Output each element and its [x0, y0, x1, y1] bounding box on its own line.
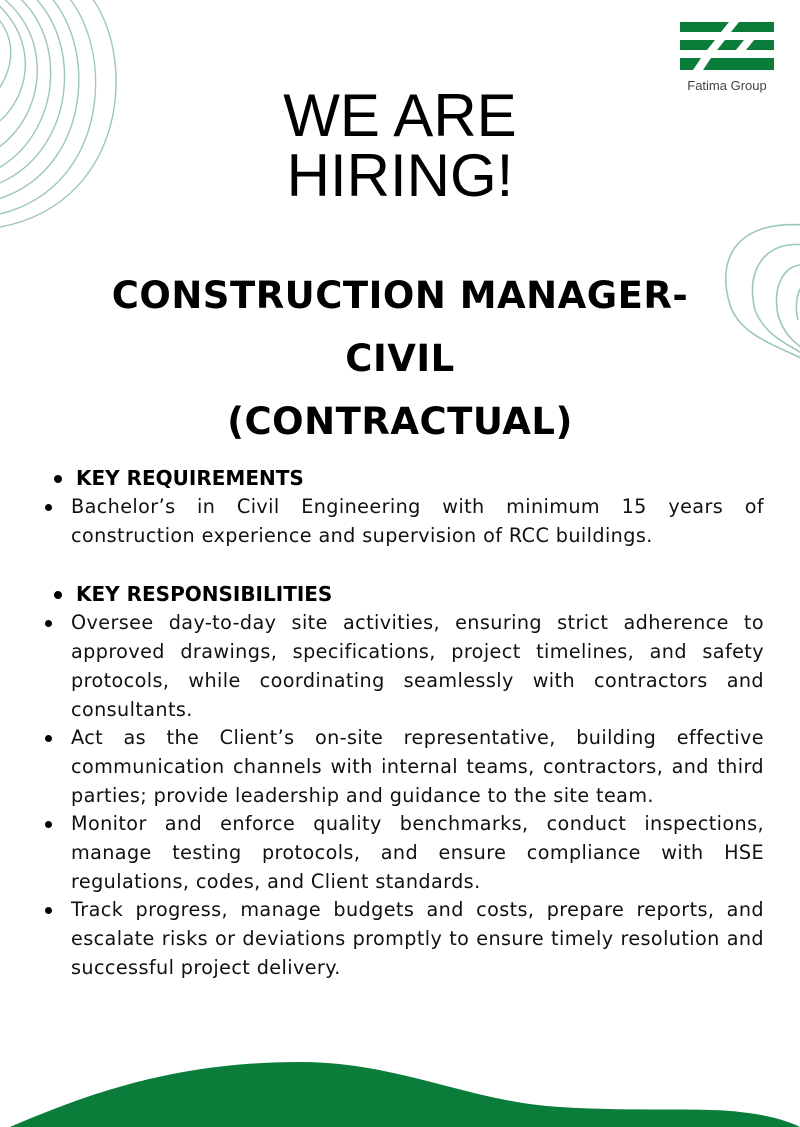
headline-line-1: WE ARE [283, 82, 517, 149]
fatima-group-logo-icon [677, 18, 777, 76]
list-item: Monitor and enforce quality benchmarks, conduct inspections, manage testing protocols, and ensure compliance with HSE regulations, codes, and Client standards. [42, 810, 764, 896]
list-item: Track progress, manage budgets and costs, prepare reports, and escalate risks or deviations promptly to ensure timely resolution and successful project delivery. [42, 896, 764, 982]
logo-text: Fatima Group [687, 78, 767, 93]
list-item: Oversee day-to-day site activities, ensuring strict adherence to approved drawings, specifications, project timelines, and safety protocols, while coordinating seamlessly with contractors and consultants. [42, 609, 764, 724]
requirements-list [42, 493, 764, 550]
job-title-line-3: (CONTRACTUAL) [227, 400, 573, 443]
section-heading-responsibilities: KEY RESPONSIBILITIES [42, 580, 764, 609]
responsibilities-list [42, 609, 764, 982]
job-title [0, 264, 800, 453]
job-title-line-2: CIVIL [345, 337, 455, 380]
headline-line-2: HIRING! [286, 142, 514, 209]
job-title-line-1: CONSTRUCTION MANAGER- [111, 274, 689, 317]
section-heading-requirements: KEY REQUIREMENTS [42, 464, 764, 493]
fatima-group-logo [672, 18, 782, 93]
job-details [42, 464, 764, 983]
list-item: Act as the Client’s on-site representative, building effective communication channels with internal teams, contractors, and third parties; provide leadership and guidance to the site team. [42, 724, 764, 810]
decorative-green-wave [0, 1057, 800, 1127]
list-item: Bachelor’s in Civil Engineering with minimum 15 years of construction experience and supervision of RCC buildings. [42, 493, 764, 550]
